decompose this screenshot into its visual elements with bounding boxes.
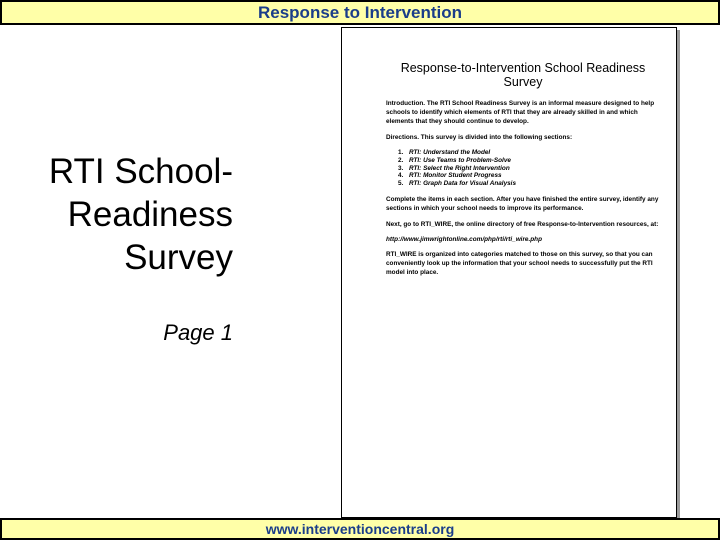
document-title: Response-to-Intervention School Readiness Survey — [400, 61, 646, 89]
document-directions: Directions. This survey is divided into the following sections: — [386, 134, 573, 141]
header-title: Response to Intervention — [257, 3, 463, 22]
document-intro: Introduction. The RTI School Readiness Survey is an informal measure designed to help schools to identify which elements of RTI that they are already skilled in and which elements that they should continue to develop. — [386, 100, 655, 125]
section-item: 1. RTI: Understand the Model — [398, 149, 491, 156]
document-next-step: Next, go to RTI_WIRE, the online directory of free Response-to-Intervention resources, at: — [386, 220, 659, 228]
survey-page-thumbnail — [341, 27, 677, 518]
page-label: Page 1 — [163, 320, 233, 345]
section-item: 2. RTI: Use Teams to Problem-Solve — [398, 156, 511, 164]
document-url: http://www.jimwrightonline.com/php/rti/rti_wire.php — [386, 235, 542, 243]
section-item: 4. RTI: Monitor Student Progress — [398, 172, 502, 180]
slide-title-line-3: Survey — [124, 238, 233, 277]
document-organized-note: RTI_WIRE is organized into categories matched to those on this survey, so that you can conveniently look up the information that your school needs to successfully put the RTI model into place. — [386, 250, 653, 276]
slide-title-line-1: RTI School- — [48, 152, 233, 191]
document-complete-instructions: Complete the items in each section. After you have finished the entire survey, identify any sections in which your school needs to improve its performance. — [386, 195, 659, 212]
footer-banner — [0, 518, 720, 540]
slide-title — [3, 150, 233, 279]
header-banner — [0, 0, 720, 25]
section-list — [386, 149, 662, 188]
section-item: 3. RTI: Select the Right Intervention — [398, 164, 510, 172]
footer-url[interactable]: www.interventioncentral.org — [265, 521, 455, 537]
slide-title-line-2: Readiness — [67, 195, 233, 234]
section-item: 5. RTI: Graph Data for Visual Analysis — [398, 180, 517, 188]
